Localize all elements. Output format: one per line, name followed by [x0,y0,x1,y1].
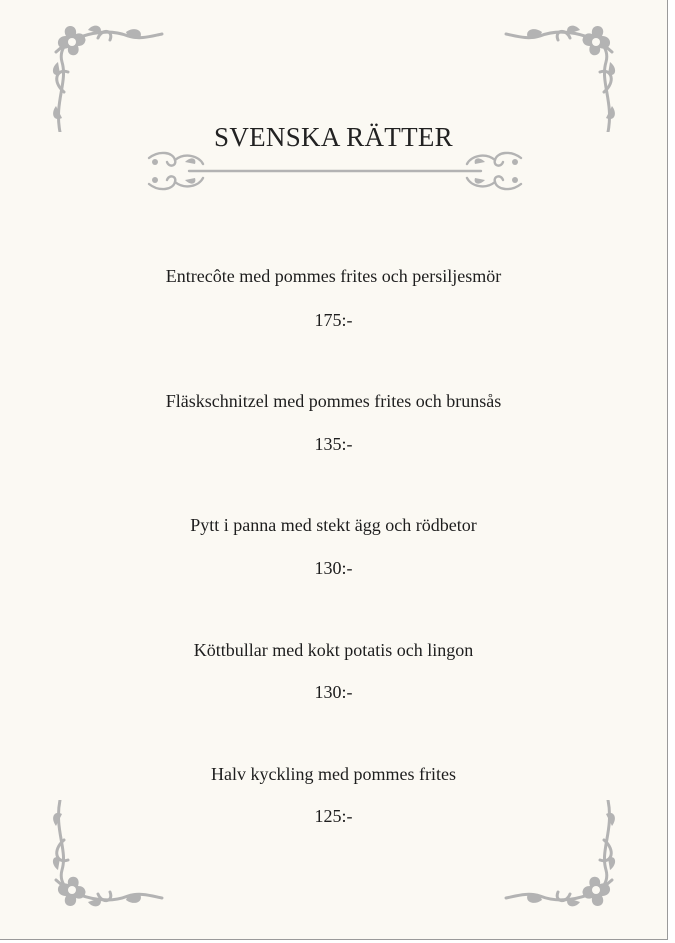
title-flourish-icon [145,148,525,194]
menu-item-name: Köttbullar med kokt potatis och lingon [193,640,474,660]
corner-ornament-top-right-icon [500,22,620,132]
menu-title: SVENSKA RÄTTER [214,122,453,152]
menu-item-name: Pytt i panna med stekt ägg och rödbetor [190,515,477,535]
menu-item-price: 130:- [314,558,353,578]
menu-item-name: Halv kyckling med pommes frites [211,764,456,784]
menu-item-price: 130:- [314,682,353,702]
corner-ornament-top-left-icon [48,22,168,132]
menu-item-price: 175:- [314,310,353,330]
menu-item-price: 125:- [314,806,353,826]
menu-item-name: Fläskschnitzel med pommes frites och brunsås [165,391,502,411]
menu-item-name: Entrecôte med pommes frites och persiljesmör [165,266,502,286]
menu-item-price: 135:- [314,434,353,454]
